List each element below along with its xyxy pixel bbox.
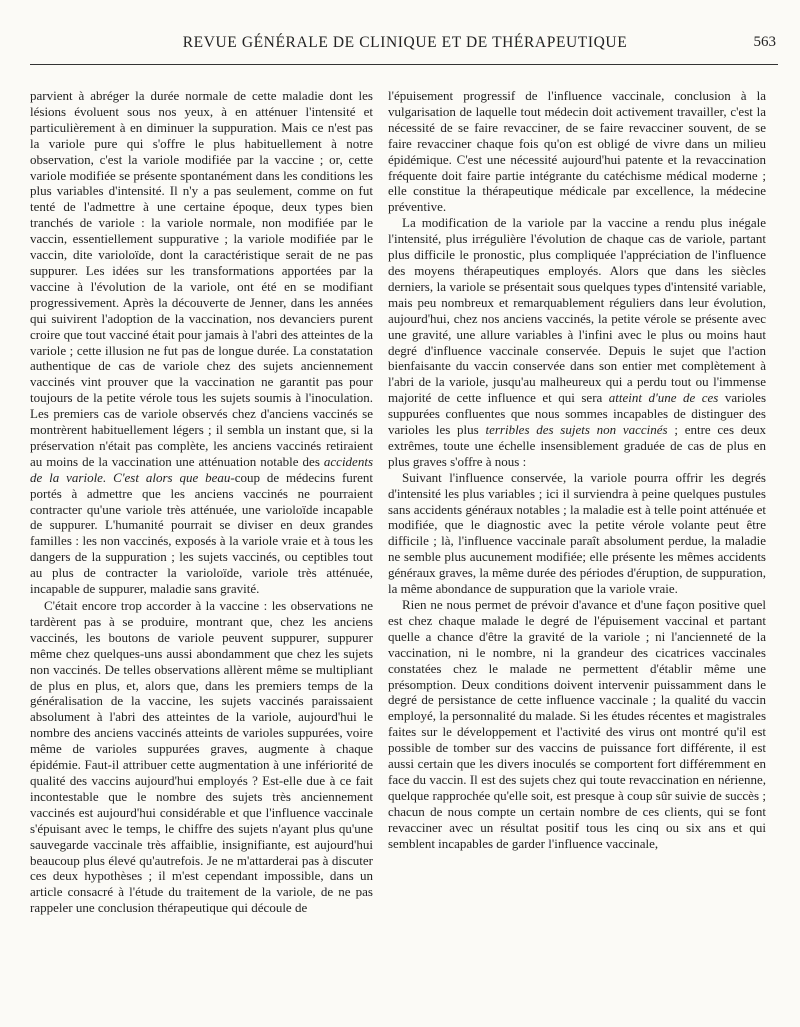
- page-header: [30, 32, 780, 62]
- paragraph: [388, 215, 766, 470]
- left-column: [30, 88, 373, 1014]
- paragraph-text: coup de médecins furent portés à admettre que les anciens vaccinés ne pourraient contracter qu'une variole très atténuée, une varioloïde incapable de suppurer. L'humanité pourrait se diviser en deux grandes familles : les non vaccinés, exposés à la variole vraie et à tous les dangers de la suppuration ; les sujets vaccinés, ou ceptibles tout au plus de contracter la varioloïde, variole très atténuée, incapable de suppurer, maladie sans gravité.: [30, 469, 373, 597]
- page-number: 563: [753, 34, 776, 50]
- paragraph-text: varioles suppurées confluentes que nous sommes incapables de distinguer des varioles les plus: [388, 390, 766, 438]
- emphasis-text: accidents de la variole. C'est alors que beau-: [30, 453, 373, 485]
- emphasis-text: atteint d'une de ces: [608, 390, 719, 406]
- paragraph-text: La modification de la variole par la vaccine a rendu plus inégale l'intensité, plus irrégulière l'évolution de chaque cas de variole, partant plus difficile le pronostic, plus compliquée l'appréciation de l'influence des moyens thérapeutiques employés. Alors que dans les siècles derniers, la variole se présentait sous quelques types d'intensité variable, mais peu nombreux et remarquablement réguliers dans leur évolution, aujourd'hui, chez nos anciens vaccinés, la petite vérole se présente avec une gravité, une allure variables à l'infini avec le plus ou moins haut degré d'influence vaccinale conservée. Depuis le sujet que l'action bienfaisante du vaccin conservée dans son entier met complètement à l'abri de la variole, jusqu'au malheureux qui a perdu tout ou l'immense majorité de cette influence et qui sera: [388, 215, 766, 406]
- running-title: REVUE GÉNÉRALE DE CLINIQUE ET DE THÉRAPEUTIQUE: [182, 34, 628, 51]
- paragraph: C'était encore trop accorder à la vaccine : les observations ne tardèrent pas à se produire, montrant que, chez les anciens vaccinés, les boutons de variole peuvent suppurer, suppurer même chez quelques-uns aussi abondamment que chez les sujets non vaccinés. De telles observations allèrent même se multipliant de plus en plus, et, alors que, dans les premiers temps de la généralisation de la vaccine, les sujets vaccinés paraissaient absolument à l'abri des atteintes de la variole, aujourd'hui le nombre des anciens vaccinés atteints de varioles suppurées, voire même de varioles suppurées graves, augmente à chaque épidémie. Faut-il attribuer cette augmentation à une infériorité de qualité des vaccins aujourd'hui employés ? Est-elle due à ce fait incontestable que le nombre des sujets très anciennement vaccinés est aujourd'hui considérable et que l'influence vaccinale s'épuisant avec le temps, le chiffre des sujets n'ayant plus qu'une sauvegarde vaccinale très affaiblie, insignifiante, est aujourd'hui beaucoup plus élevé qu'autrefois. Je ne m'attarderai pas à discuter ces deux hypothèses ; il m'est cependant impossible, dans un article consacré à l'étude du traitement de la variole, de ne pas rappeler une conclusion thérapeutique qui découle de: [30, 598, 373, 916]
- header-rule: [30, 64, 778, 65]
- paragraph-text: ; entre ces deux extrêmes, toute une échelle insensiblement graduée de cas de plus en plus graves s'offre à nous :: [388, 422, 766, 469]
- paragraph: Suivant l'influence conservée, la variole pourra offrir les degrés d'intensité les plus variables ; ici il surviendra à peine quelques pustules sans accidents généraux notables ; la maladie est à telle point atténuée et modifiée, que le diagnostic avec la petite vérole volante peut être difficile ; là, l'influence vaccinale paraît absolument perdue, la maladie ne semble plus aucunement modifiée; elle présente les mêmes accidents généraux graves, la même durée des périodes d'éruption, de suppuration, la même abondance de suppuration que la variole vraie.: [388, 469, 766, 597]
- paragraph: Rien ne nous permet de prévoir d'avance et d'une façon positive quel est chez chaque malade le degré de l'épuisement vaccinal et partant quelle a chance d'être la gravité de la variole ; ni l'ancienneté de la vaccination, ni le nombre, ni la grandeur des cicatrices vaccinales constatées chez le malade ne permettent d'établir même une présomption. Deux conditions doivent intervenir puissamment dans le degré de persistance de cette influence vaccinale ; la qualité du vaccin employé, la personnalité du malade. Si les études récentes et magistrales faites sur le développement et l'activité des virus ont montré qu'il est possible de tomber sur des vaccins de puissance fort différente, il est aussi certain que les divers inoculés se comportent fort différemment en face du vaccin. Il est des sujets chez qui toute revaccination en nérienne, quelque rapprochée qu'elle soit, est presque à coup sûr suivie de succès ; chacun de nous compte un certain nombre de ces clients, qui se font revacciner avec un résultat positif tous les cinq ou six ans et qui semblent incapables de garder l'influence vaccinale,: [388, 597, 766, 851]
- paragraph: l'épuisement progressif de l'influence vaccinale, conclusion à la vulgarisation de laquelle tout médecin doit activement travailler, c'est la nécessité de se faire revacciner, de se faire revacciner souvent, de se faire revacciner chaque fois qu'on est obligé de vivre dans un milieu épidémique. C'est une nécessité aujourd'hui patente et la revaccination fréquente doit faire partie intégrante du catéchisme médical moderne ; elle constitue la thérapeutique médicale par excellence, la médecine préventive.: [388, 88, 766, 215]
- emphasis-text: terribles des sujets non vaccinés: [485, 422, 668, 438]
- right-column: [388, 88, 766, 1014]
- paragraph: [30, 88, 373, 597]
- paragraph-text: parvient à abréger la durée normale de cette maladie dont les lésions évoluent sous nos yeux, à en atténuer l'intensité et particulièrement à en diminuer la suppuration. Mais ce n'est pas la variole pure qui s'offre le plus habituellement à notre observation, c'est la variole modifiée par la vaccine ; or, cette variole modifiée se présente spontanément dans les conditions les plus variables d'intensité. Il n'y a pas seulement, comme on fut tenté de l'admettre à une certaine époque, deux types bien tranchés de variole : la variole normale, non modifiée par le vaccin, essentiellement suppurative ; la variole modifiée par le vaccin, dite varioloïde, dont la caractéristique serait de ne pas suppurer. Les idées sur les transformations apportées par la vaccine à l'évolution de la variole, ont été en se modifiant progressivement. Après la découverte de Jenner, dans les années qui suivirent l'adoption de la vaccination, nos devanciers purent croire que tout vacciné était pour jamais à l'abri des atteintes de la variole ; cette illusion ne fut pas de longue durée. La constatation authentique de cas de variole chez des sujets anciennement vaccinés vint prouver que la vaccination ne garantit pas pour toujours de la petite vérole tous les sujets soumis à l'inoculation. Les premiers cas de variole observés chez d'anciens vaccinés se montrèrent habituellement légers ; il sembla un instant que, si la préservation n'était pas complète, les anciens vaccinés retiraient au moins de la vaccination une atténuation notable des: [30, 88, 373, 469]
